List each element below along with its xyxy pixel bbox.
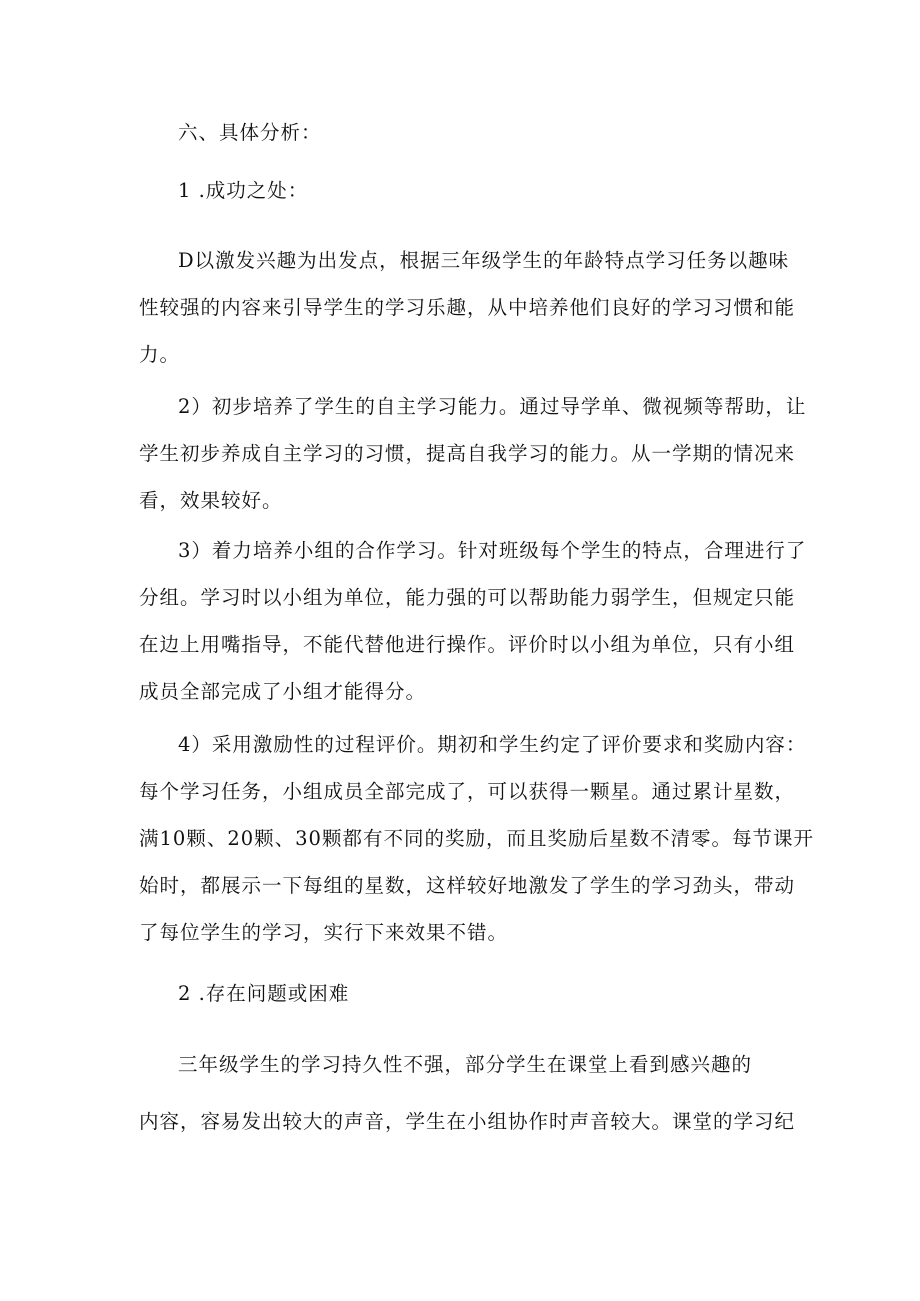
text-line: 每个学习任务，小组成员全部完成了，可以获得一颗星。通过累计星数， <box>139 780 796 803</box>
text-line: D以激发兴趣为出发点，根据三年级学生的年龄特点学习任务以趣味 <box>178 249 790 272</box>
text-line: 在边上用嘴指导，不能代替他进行操作。评价时以小组为单位，只有小组 <box>139 633 796 656</box>
text-line: 成员全部完成了小组才能得分。 <box>139 680 427 703</box>
text-line: 性较强的内容来引导学生的学习乐趣，从中培养他们良好的学习习惯和能 <box>139 296 796 319</box>
subsection-heading-problems: 2 .存在问题或困难 <box>178 982 350 1005</box>
text-line: 4）采用激励性的过程评价。期初和学生约定了评价要求和奖励内容： <box>178 733 807 756</box>
text-line: 2）初步培养了学生的自主学习能力。通过导学单、微视频等帮助，让 <box>178 395 807 418</box>
text-line: 了每位学生的学习，实行下来效果不错。 <box>139 921 509 944</box>
text-line: 学生初步养成自主学习的习惯，提高自我学习的能力。从一学期的情况来 <box>139 442 796 465</box>
text-line: 3）着力培养小组的合作学习。针对班级每个学生的特点，合理进行了 <box>178 539 807 562</box>
text-line: 三年级学生的学习持久性不强，部分学生在课堂上看到感兴趣的 <box>178 1053 753 1076</box>
subsection-heading-success: 1 .成功之处： <box>178 179 309 202</box>
text-line: 看，效果较好。 <box>139 489 283 512</box>
text-line: 力。 <box>139 343 181 366</box>
section-heading: 六、具体分析： <box>178 121 322 144</box>
text-line: 满10颗、20颗、30颗都有不同的奖励，而且奖励后星数不清零。每节课开 <box>139 827 814 850</box>
text-line: 始时，都展示一下每组的星数，这样较好地激发了学生的学习劲头，带动 <box>139 874 796 897</box>
text-line: 分组。学习时以小组为单位，能力强的可以帮助能力弱学生，但规定只能 <box>139 586 796 609</box>
text-line: 内容，容易发出较大的声音，学生在小组协作时声音较大。课堂的学习纪 <box>139 1110 796 1133</box>
